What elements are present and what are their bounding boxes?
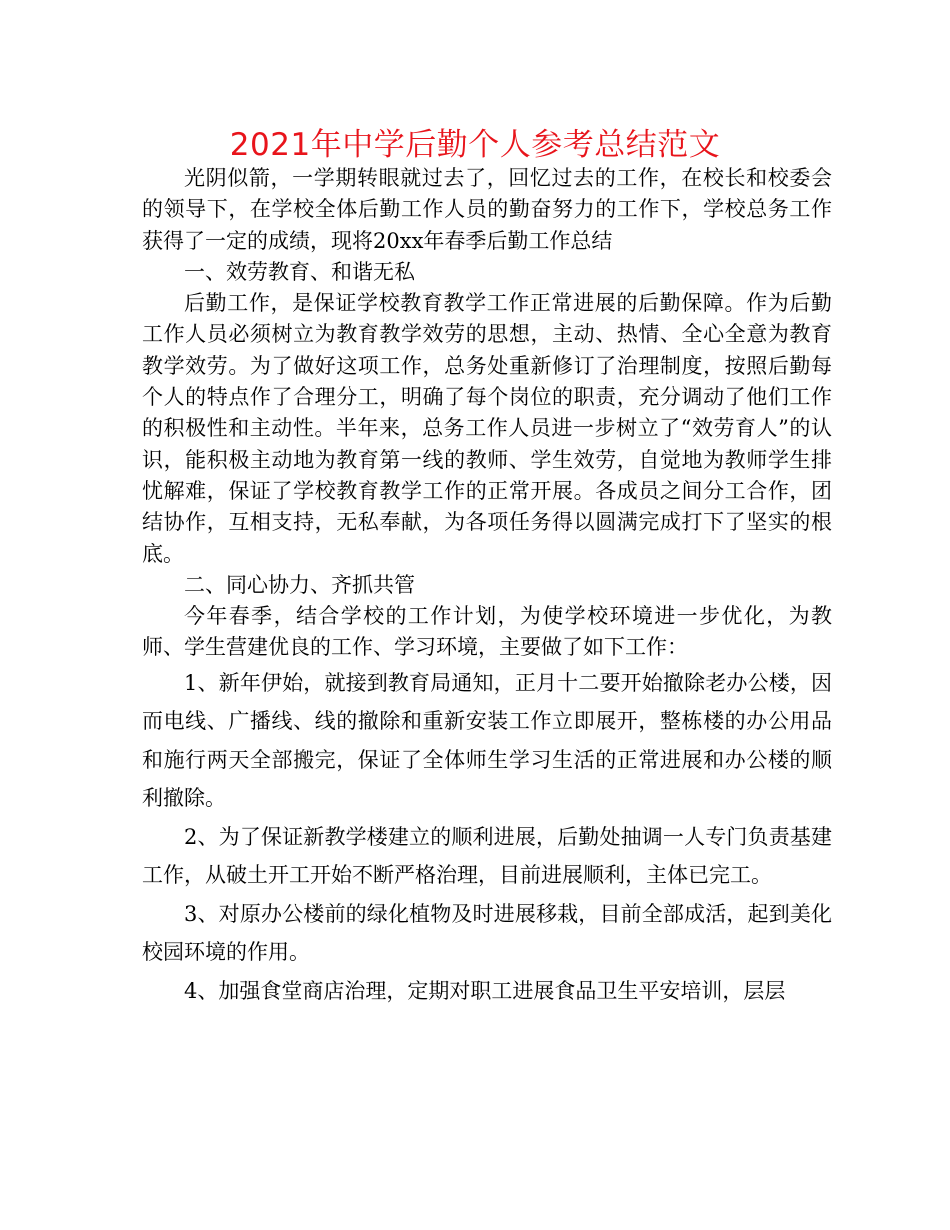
list-item: 2、为了保证新教学楼建立的顺利进展，后勤处抽调一人专门负责基建工作，从破土开工开始不断严格治理，目前进展顺利，主体已完工。 (142, 824, 832, 888)
list-item: 4、加强食堂商店治理，定期对职工进展食品卫生平安培训，层层 (184, 978, 786, 1003)
document-title: 2021年中学后勤个人参考总结范文 (229, 127, 721, 163)
section-2-intro-paragraph: 今年春季，结合学校的工作计划，为使学校环境进一步优化，为教师、学生营建优良的工作、学习环境，主要做了如下工作： (142, 604, 832, 660)
intro-paragraph: 光阴似箭，一学期转眼就过去了，回忆过去的工作，在校长和校委会的领导下，在学校全体后勤工作人员的勤奋努力的工作下，学校总务工作获得了一定的成绩，现将20xx年春季后勤工作总结 (142, 166, 832, 253)
section-1-paragraph: 后勤工作，是保证学校教育教学工作正常进展的后勤保障。作为后勤工作人员必须树立为教育教学效劳的思想，主动、热情、全心全意为教育教学效劳。为了做好这项工作，总务处重新修订了治理制度，按照后勤每个人的特点作了合理分工，明确了每个岗位的职责，充分调动了他们工作的积极性和主动性。半年来，总务工作人员进一步树立了“效劳育人”的认识，能积极主动地为教育第一线的教师、学生效劳，自觉地为教师学生排忧解难，保证了学校教育教学工作的正常开展。各成员之间分工合作，团结协作，互相支持，无私奉献，为各项任务得以圆满完成打下了坚实的根底。 (142, 291, 832, 566)
section-heading-1: 一、效劳教育、和谐无私 (184, 259, 415, 284)
section-heading-2: 二、同心协力、齐抓共管 (184, 572, 415, 597)
document-body (142, 163, 832, 1010)
list-item: 1、新年伊始，就接到教育局通知，正月十二要开始撤除老办公楼，因而电线、广播线、线的撤除和重新安装工作立即展开，整栋楼的办公用品和施行两天全部搬完，保证了全体师生学习生活的正常进展和办公楼的顺利撤除。 (142, 670, 832, 811)
list-item: 3、对原办公楼前的绿化植物及时进展移栽，目前全部成活，起到美化校园环境的作用。 (142, 901, 832, 965)
